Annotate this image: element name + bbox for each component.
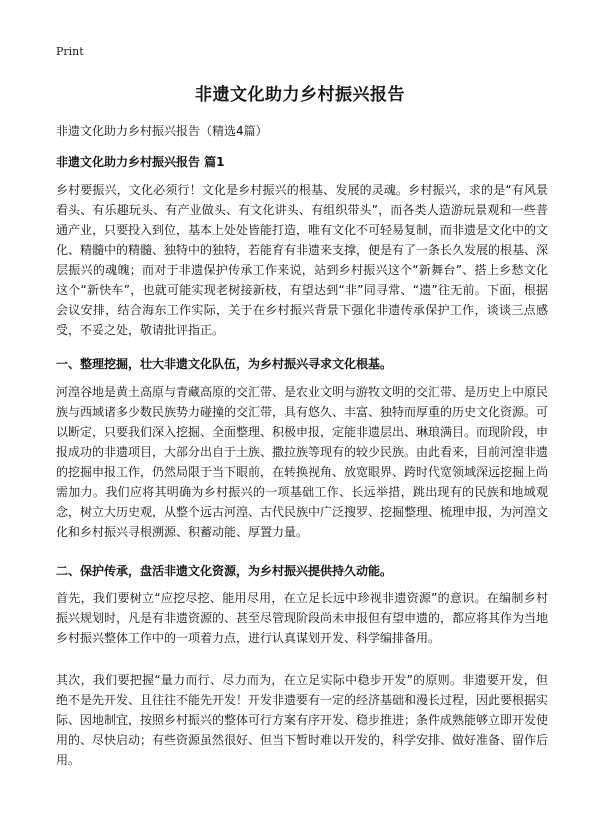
document-subtitle: 非遗文化助力乡村振兴报告（精选4篇）: [56, 124, 268, 138]
paragraph-first: 首先，我们要树立“应挖尽挖、能用尽用，在立足长远中珍视非遗资源”的意识。在编制乡村振兴规划时，凡是有非遗资源的、甚至尽管现阶段尚未申报但有望申遗的，都应将其作为当地乡村振兴整体工作中的一项着力点，进行认真谋划开发、科学编排备用。: [56, 591, 549, 645]
heading-two: 二、保护传承，盘活非遗文化资源，为乡村振兴提供持久动能。: [56, 564, 393, 578]
section-heading: 非遗文化助力乡村振兴报告 篇1: [56, 155, 225, 169]
intro-paragraph: 乡村要振兴，文化必须行！文化是乡村振兴的根基、发展的灵魂。乡村振兴，求的是“有风景看头、有乐趣玩头、有产业做头、有文化讲头、有组织带头”，而各类人造游玩景观和一些普通产业，只要投入到位，基本上处处皆能打造，唯有文化不可轻易复制，而非遗是文化中的文化、精髓中的精髓、独特中的独特，若能育有非遗来支撑，便是有了一条长久发展的根基、深层振兴的魂魄；而对于非遗保护传承工作来说，站到乡村振兴这个“新舞台”、搭上乡愁文化这个“新快车”，也就可能实现老树接新枝，有望达到“非”同寻常、“遗”往无前。下面，根据会议安排，结合海东工作实际，关于在乡村振兴背景下强化非遗传承保护工作，谈谈三点感受，不妥之处，敬请批评指正。: [56, 183, 549, 337]
print-link[interactable]: Print: [56, 45, 84, 58]
paragraph-hehuang: 河湟谷地是黄土高原与青藏高原的交汇带、是农业文明与游牧文明的交汇带、是历史上中原民族与西域诸多少数民族势力碰撞的交汇带，具有悠久、丰富、独特而厚重的历史文化资源。可以断定，只要我们深入挖掘、全面整理、积极申报，定能非遗层出、琳琅满目。而现阶段，申报成功的非遗项目，大部分出自于土族、撒拉族等现有的较少民族。由此看来，目前河湟非遗的挖掘申报工作，仍然局限于当下眼前，在转换视角、放宽眼界、跨时代宽领域深远挖掘上尚需加力。我们应将其明确为乡村振兴的一项基础工作、长远举措，跳出现有的民族和地域观念，树立大历史观，从整个远古河湟、古代民族中广泛搜罗、挖掘整理、梳理申报，为河湟文化和乡村振兴寻根溯源、积蓄动能、厚置力量。: [56, 385, 549, 539]
heading-one: 一、整理挖掘，壮大非遗文化队伍，为乡村振兴寻求文化根基。: [56, 357, 393, 371]
page-title: 非遗文化助力乡村振兴报告: [195, 85, 405, 105]
paragraph-second: 其次，我们要把握“量力而行、尽力而为，在立足实际中稳步开发”的原则。非遗要开发，但绝不是先开发、且往往不能先开发！开发非遗要有一定的经济基础和漫长过程，因此要根据实际、因地制宜，按照乡村振兴的整体可行方案有序开发、稳步推进；条件成熟能够立即开发使用的、尽快启动；有些资源虽然很好、但当下暂时难以开发的，科学安排、做好准备、留作后用。: [56, 673, 549, 767]
